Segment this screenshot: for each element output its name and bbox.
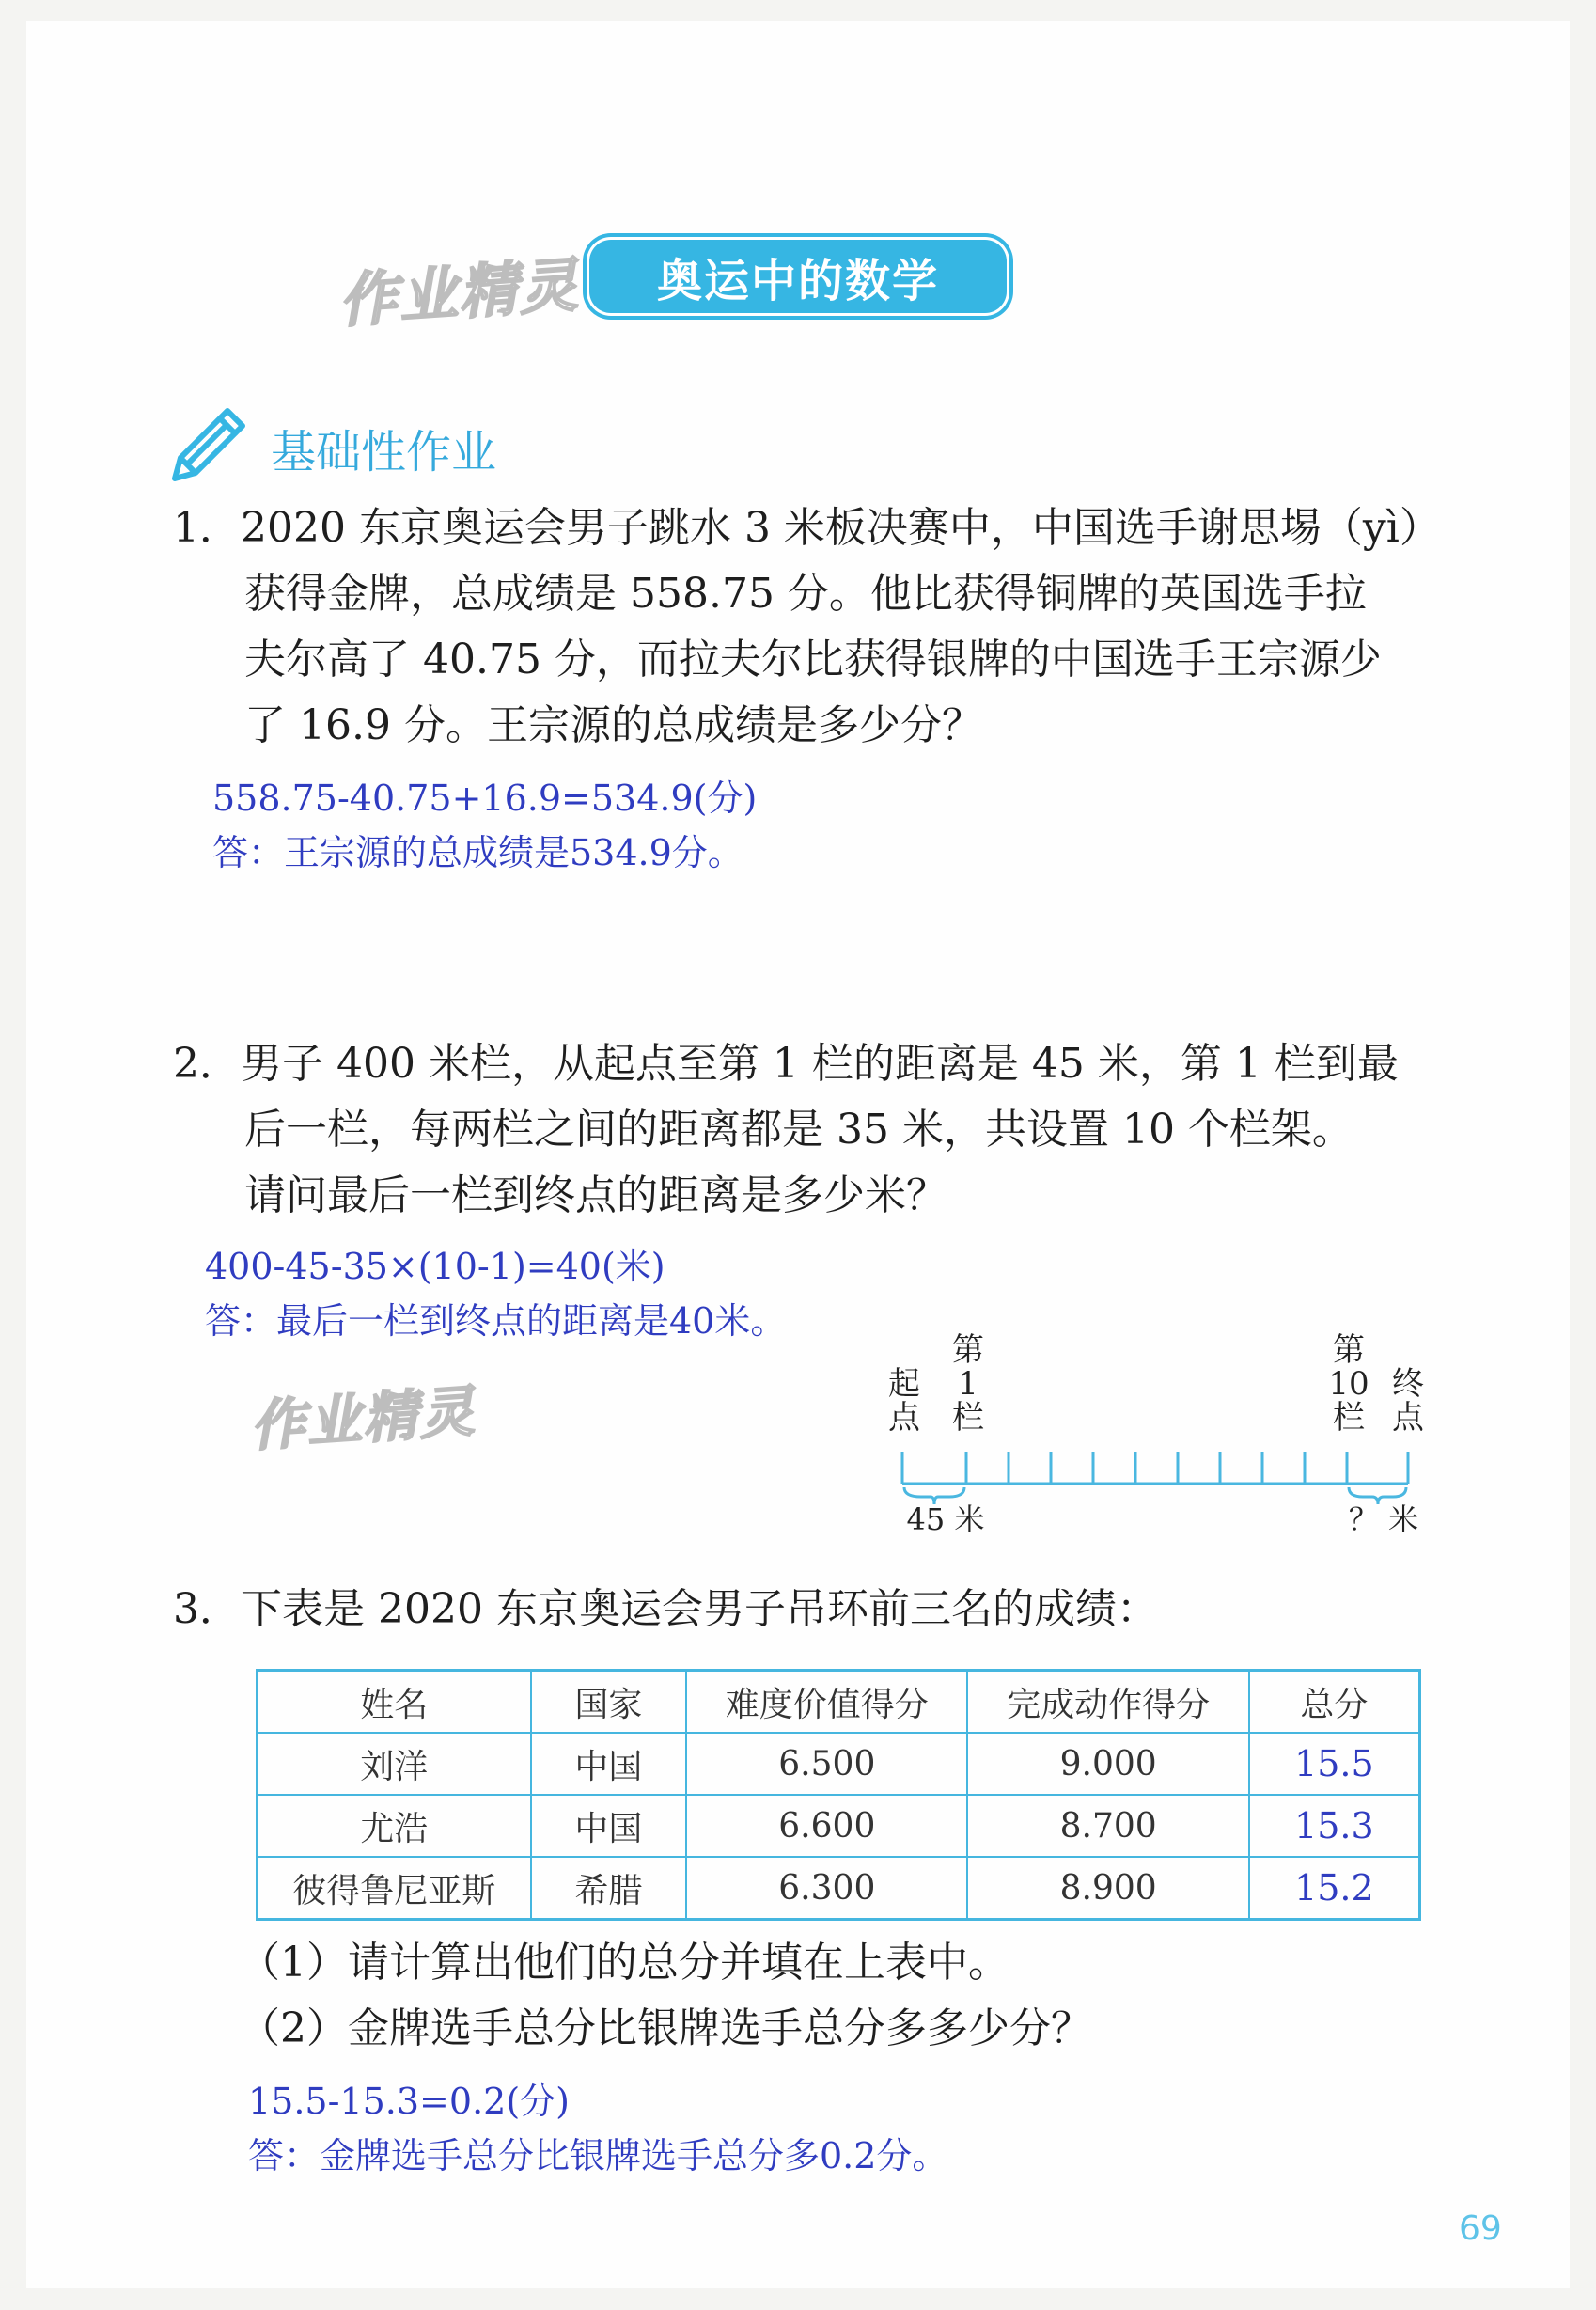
start-label: 起 点 (888, 1365, 920, 1437)
header-title: 奥运中的数学 (656, 254, 939, 307)
table-row (258, 1795, 1420, 1857)
table-header-cell: 总分 (1249, 1671, 1420, 1734)
question-3-intro: 3．下表是 2020 东京奥运会男子吊环前三名的成绩： (173, 1585, 1158, 1633)
table-cell: 6.500 (686, 1733, 967, 1795)
answer-2-equation: 400-45-35×(10-1)=40(米) (205, 1246, 665, 1287)
first-hurdle-label: 第 1 栏 (952, 1331, 984, 1437)
question-1-line: 夫尔高了 40.75 分，而拉夫尔比获得银牌的中国选手王宗源少 (244, 636, 1382, 684)
table-cell: 刘洋 (258, 1733, 531, 1795)
question-1-line: 1．2020 东京奥运会男子跳水 3 米板决赛中，中国选手谢思埸（yì） (173, 504, 1441, 552)
pencil-icon (167, 400, 250, 484)
table-cell: 6.300 (686, 1857, 967, 1920)
header-title-box (583, 233, 1013, 320)
table-cell: 尤浩 (258, 1795, 531, 1857)
table-total-cell: 15.2 (1249, 1857, 1420, 1920)
table-row (258, 1733, 1420, 1795)
table-total-cell: 15.3 (1249, 1795, 1420, 1857)
question-2 (173, 1031, 1508, 1229)
last-hurdle-label: 第 10 栏 (1328, 1331, 1369, 1437)
table-cell: 中国 (531, 1733, 687, 1795)
table-header-row (258, 1671, 1420, 1734)
page-number: 69 (1459, 2209, 1502, 2248)
table-header-cell: 难度价值得分 (686, 1671, 967, 1734)
table-header-cell: 完成动作得分 (967, 1671, 1248, 1734)
answer-3-equation: 15.5-15.3=0.2(分) (248, 2081, 570, 2122)
watermark-top: 作业精灵 (336, 250, 582, 336)
question-1-line: 获得金牌，总成绩是 558.75 分。他比获得铜牌的英国选手拉 (244, 570, 1367, 618)
answer-1-text: 答：王宗源的总成绩是534.9分。 (212, 832, 743, 873)
last-gap-label: ？ 米 (1348, 1501, 1419, 1537)
question-2-line: 后一栏，每两栏之间的距离都是 35 米，共设置 10 个栏架。 (244, 1106, 1353, 1154)
question-1 (173, 495, 1489, 759)
table-row (258, 1857, 1420, 1920)
question-2-line: 请问最后一栏到终点的距离是多少米？ (244, 1171, 947, 1219)
table-header-cell: 姓名 (258, 1671, 531, 1734)
watermark-middle: 作业精灵 (248, 1378, 478, 1459)
answer-2 (205, 1239, 786, 1348)
table-cell: 彼得鲁尼亚斯 (258, 1857, 531, 1920)
first-gap-label: 45 米 (906, 1501, 985, 1537)
table-cell: 8.700 (967, 1795, 1248, 1857)
scores-table (256, 1669, 1421, 1921)
table-header-cell: 国家 (531, 1671, 687, 1734)
answer-3 (248, 2074, 947, 2183)
table-cell: 8.900 (967, 1857, 1248, 1920)
table-cell: 6.600 (686, 1795, 967, 1857)
answer-2-text: 答：最后一栏到终点的距离是40米。 (205, 1300, 787, 1342)
answer-1 (212, 771, 757, 880)
table-cell: 中国 (531, 1795, 687, 1857)
question-3-subparts (239, 1930, 1461, 2062)
question-3-sub-2: （2）金牌选手总分比银牌选手总分多多少分？ (239, 2004, 1092, 2052)
question-1-line: 了 16.9 分。王宗源的总成绩是多少分？ (244, 701, 983, 749)
answer-3-text: 答：金牌选手总分比银牌选手总分多0.2分。 (248, 2135, 948, 2176)
answer-1-equation: 558.75-40.75+16.9=534.9(分) (212, 778, 758, 819)
table-cell: 希腊 (531, 1857, 687, 1920)
section-title: 基础性作业 (271, 426, 497, 479)
question-2-line: 2．男子 400 米栏，从起点至第 1 栏的距离是 45 米，第 1 栏到最 (173, 1040, 1399, 1088)
table-cell: 9.000 (967, 1733, 1248, 1795)
question-3-sub-1: （1）请计算出他们的总分并填在上表中。 (239, 1939, 1009, 1987)
table-total-cell: 15.5 (1249, 1733, 1420, 1795)
finish-label: 终 点 (1392, 1365, 1424, 1437)
